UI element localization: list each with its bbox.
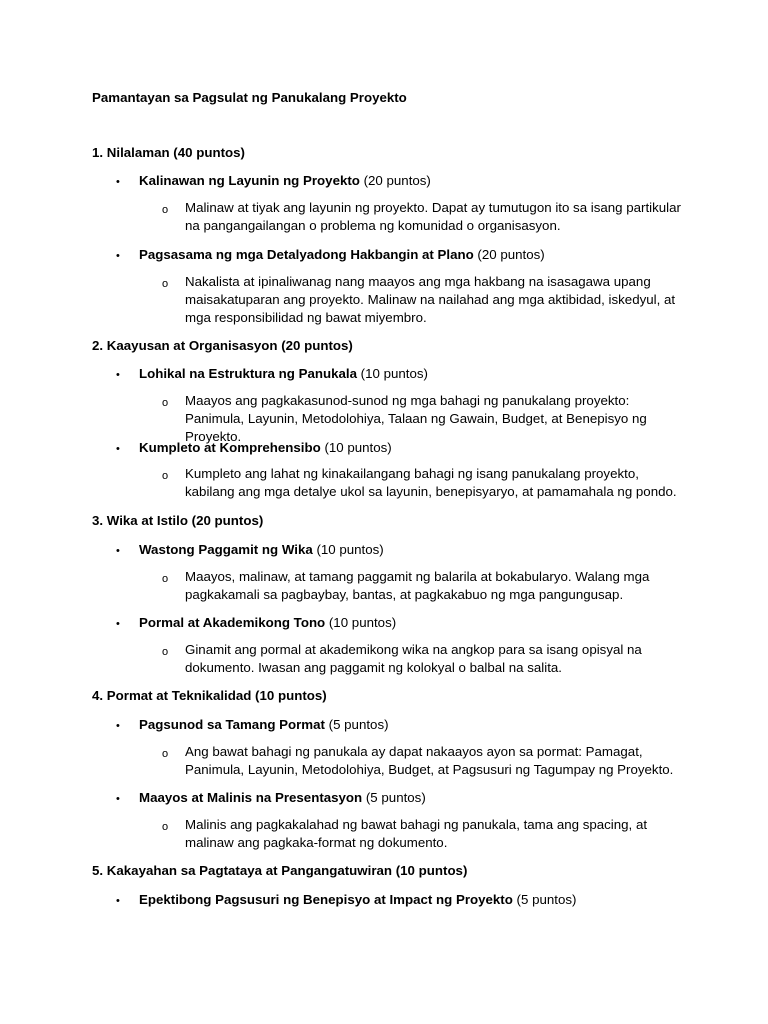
criterion-description: Malinis ang pagkakalahad ng bawat bahagi ng panukala, tama ang spacing, at malinaw ang pagkaka-format ng dokumento. [185,817,648,851]
sub-bullet-icon: o [162,470,169,482]
sub-bullet-icon: o [162,646,169,658]
bullet-icon: • [116,793,120,805]
section-heading: 5. Kakayahan sa Pagtataya at Pangangatuwiran (10 puntos) [92,863,468,878]
criterion [139,891,576,909]
criterion-points: (10 puntos) [320,440,392,455]
criterion-description: Ginamit ang pormal at akademikong wika na angkop para sa isang opisyal na dokumento. Iwasan ang paggamit ng kolokyal o balbal na salita. [185,642,642,676]
criterion-description: Ang bawat bahagi ng panukala ay dapat nakaayos ayon sa pormat: Pamagat, Panimula, Layunin, Metodolohiya, Budget, at Pagsusuri ng Tagumpay ng Proyekto. [185,744,674,778]
bullet-icon: • [116,618,120,630]
criterion-points: (10 puntos) [312,542,384,557]
bullet-icon: • [116,895,120,907]
bullet-icon: • [116,250,120,262]
criterion-name: Wastong Paggamit ng Wika [139,542,313,557]
bullet-icon: • [116,176,120,188]
bullet-icon: • [116,443,120,455]
criterion-points: (5 puntos) [362,790,426,805]
sub-bullet-icon: o [162,278,169,290]
criterion [139,789,426,807]
section-heading: 4. Pormat at Teknikalidad (10 puntos) [92,688,327,703]
criterion-points: (5 puntos) [512,892,577,907]
criterion-name: Pagsunod sa Tamang Pormat [139,717,325,732]
criterion [139,246,545,264]
criterion [139,439,392,457]
sub-bullet-icon: o [162,748,169,760]
sub-bullet-icon: o [162,204,169,216]
criterion [139,614,396,632]
criterion [139,365,428,383]
sub-bullet-icon: o [162,821,169,833]
criterion [139,716,389,734]
bullet-icon: • [116,545,120,557]
section-heading: 2. Kaayusan at Organisasyon (20 puntos) [92,338,353,353]
bullet-icon: • [116,720,120,732]
criterion-points: (20 puntos) [359,173,431,188]
criterion-name: Kumpleto at Komprehensibo [139,440,321,455]
section-heading: 1. Nilalaman (40 puntos) [92,145,245,160]
criterion-name: Maayos at Malinis na Presentasyon [139,790,363,805]
criterion [139,541,384,559]
criterion-description: Kumpleto ang lahat ng kinakailangang bahagi ng isang panukalang proyekto, kabilang ang mga detalye ukol sa layunin, benepisyaryo, at pamamahala ng pondo. [185,466,677,500]
criterion-name: Pagsasama ng mga Detalyadong Hakbangin at Plano [139,247,474,262]
criterion-name: Epektibong Pagsusuri ng Benepisyo at Impact ng Proyekto [139,892,513,907]
criterion-name: Lohikal na Estruktura ng Panukala [139,366,357,381]
criterion-description: Maayos ang pagkakasunod-sunod ng mga bahagi ng panukalang proyekto: Panimula, Layunin, Metodolohiya, Talaan ng Gawain, Budget, at Benepisyo ng Proyekto. [185,393,647,445]
criterion-description: Nakalista at ipinaliwanag nang maayos ang mga hakbang na isasagawa upang maisakatuparan ang proyekto. Malinaw na nailahad ang mga aktibidad, iskedyul, at mga responsibilidad ng bawat miyembro. [185,274,676,326]
criterion-points: (10 puntos) [356,366,428,381]
criterion-points: (20 puntos) [473,247,545,262]
criterion-description: Maayos, malinaw, at tamang paggamit ng balarila at bokabularyo. Walang mga pagkakamali sa pagbaybay, bantas, at pagkakabuo ng mga pangungusap. [185,569,650,603]
criterion-description: Malinaw at tiyak ang layunin ng proyekto. Dapat ay tumutugon ito sa isang partikular na pangangailangan o problema ng komunidad o organisasyon. [185,200,681,234]
section-heading: 3. Wika at Istilo (20 puntos) [92,513,264,528]
document-title: Pamantayan sa Pagsulat ng Panukalang Proyekto [92,90,407,105]
criterion-name: Kalinawan ng Layunin ng Proyekto [139,173,360,188]
criterion-points: (10 puntos) [325,615,397,630]
criterion [139,172,431,190]
bullet-icon: • [116,369,120,381]
criterion-name: Pormal at Akademikong Tono [139,615,326,630]
sub-bullet-icon: o [162,397,169,409]
sub-bullet-icon: o [162,573,169,585]
criterion-points: (5 puntos) [324,717,389,732]
